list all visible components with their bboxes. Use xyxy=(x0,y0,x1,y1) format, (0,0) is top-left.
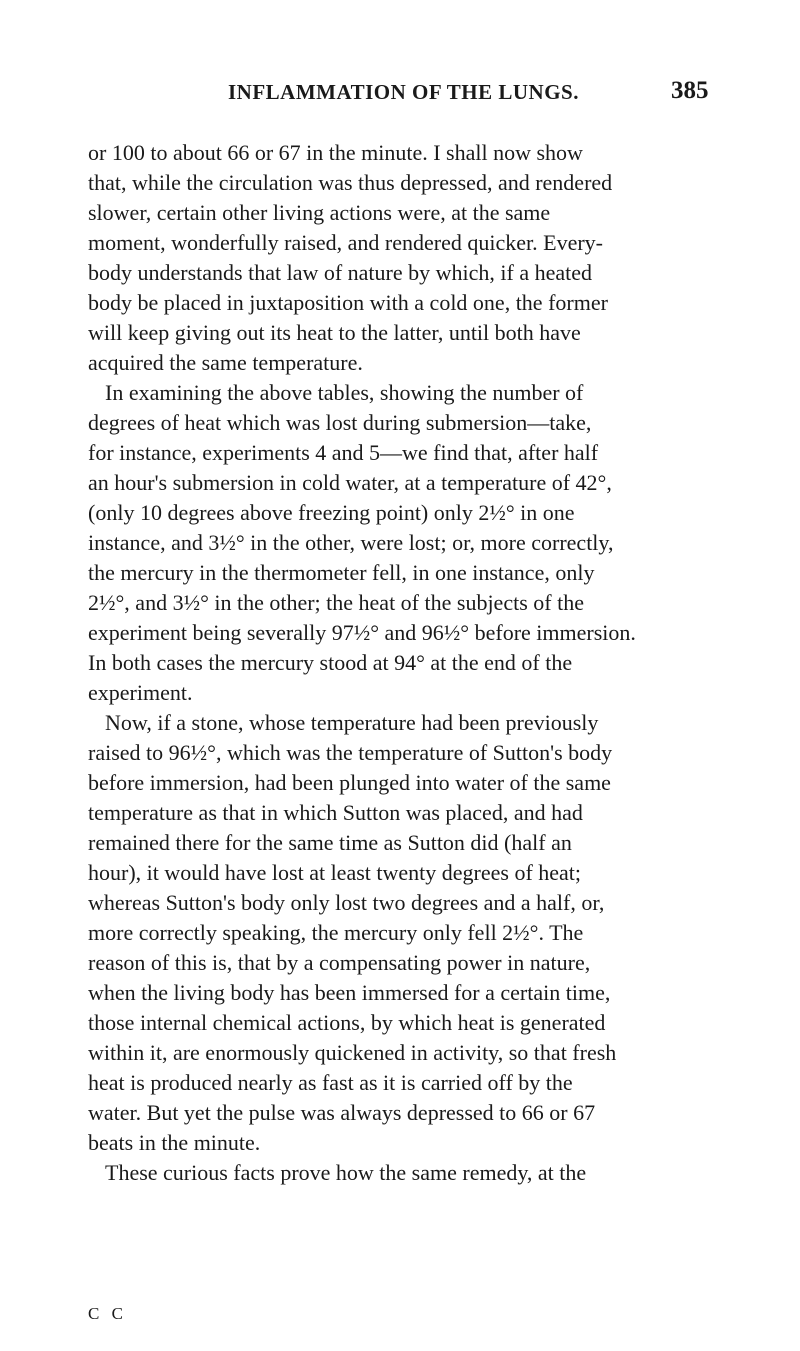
signature-mark: C C xyxy=(88,1304,127,1323)
text-line: before immersion, had been plunged into water of the same xyxy=(88,770,611,795)
text-line: raised to 96½°, which was the temperature of Sutton's body xyxy=(88,740,613,765)
text-line: an hour's submersion in cold water, at a temperature of 42°, xyxy=(88,470,612,495)
text-line: temperature as that in which Sutton was placed, and had xyxy=(88,800,583,825)
text-line: body understands that law of nature by which, if a heated xyxy=(88,260,593,285)
text-line: those internal chemical actions, by which heat is generated xyxy=(88,1010,606,1035)
text-line: for instance, experiments 4 and 5—we find that, after half xyxy=(88,440,599,465)
text-line: or 100 to about 66 or 67 in the minute. I shall now show xyxy=(88,140,583,165)
text-line: beats in the minute. xyxy=(88,1130,261,1155)
text-line: slower, certain other living actions were, at the same xyxy=(88,200,551,225)
page-header xyxy=(0,72,800,112)
text-line: whereas Sutton's body only lost two degrees and a half, or, xyxy=(88,890,605,915)
text-line: will keep giving out its heat to the latter, until both have xyxy=(88,320,581,345)
text-line: Now, if a stone, whose temperature had been previously xyxy=(105,710,599,735)
text-line: remained there for the same time as Sutton did (half an xyxy=(88,830,572,855)
text-line: hour), it would have lost at least twenty degrees of heat; xyxy=(88,860,582,885)
text-line: heat is produced nearly as fast as it is carried off by the xyxy=(88,1070,573,1095)
text-line: experiment being severally 97½° and 96½° before immersion. xyxy=(88,620,636,645)
text-line: acquired the same temperature. xyxy=(88,350,363,375)
text-line: In both cases the mercury stood at 94° at the end of the xyxy=(88,650,573,675)
text-line: (only 10 degrees above freezing point) only 2½° in one xyxy=(88,500,575,525)
text-line: experiment. xyxy=(88,680,193,705)
text-line: In examining the above tables, showing the number of xyxy=(105,380,584,405)
text-line: within it, are enormously quickened in activity, so that fresh xyxy=(88,1040,617,1065)
text-line: water. But yet the pulse was always depressed to 66 or 67 xyxy=(88,1100,596,1125)
text-line: that, while the circulation was thus depressed, and rendered xyxy=(88,170,613,195)
running-title: INFLAMMATION OF THE LUNGS. xyxy=(228,80,579,104)
text-line: moment, wonderfully raised, and rendered quicker. Every- xyxy=(88,230,603,255)
text-line: more correctly speaking, the mercury only fell 2½°. The xyxy=(88,920,584,945)
text-line: These curious facts prove how the same remedy, at the xyxy=(105,1160,587,1185)
text-line: reason of this is, that by a compensating power in nature, xyxy=(88,950,591,975)
text-line: the mercury in the thermometer fell, in one instance, only xyxy=(88,560,595,585)
text-line: instance, and 3½° in the other, were lost; or, more correctly, xyxy=(88,530,614,555)
text-line: degrees of heat which was lost during submersion—take, xyxy=(88,410,592,435)
text-line: body be placed in juxtaposition with a cold one, the former xyxy=(88,290,608,315)
page-number: 385 xyxy=(671,77,709,104)
text-line xyxy=(88,1188,725,1218)
text-line: 2½°, and 3½° in the other; the heat of the subjects of the xyxy=(88,590,584,615)
text-line: when the living body has been immersed for a certain time, xyxy=(88,980,611,1005)
